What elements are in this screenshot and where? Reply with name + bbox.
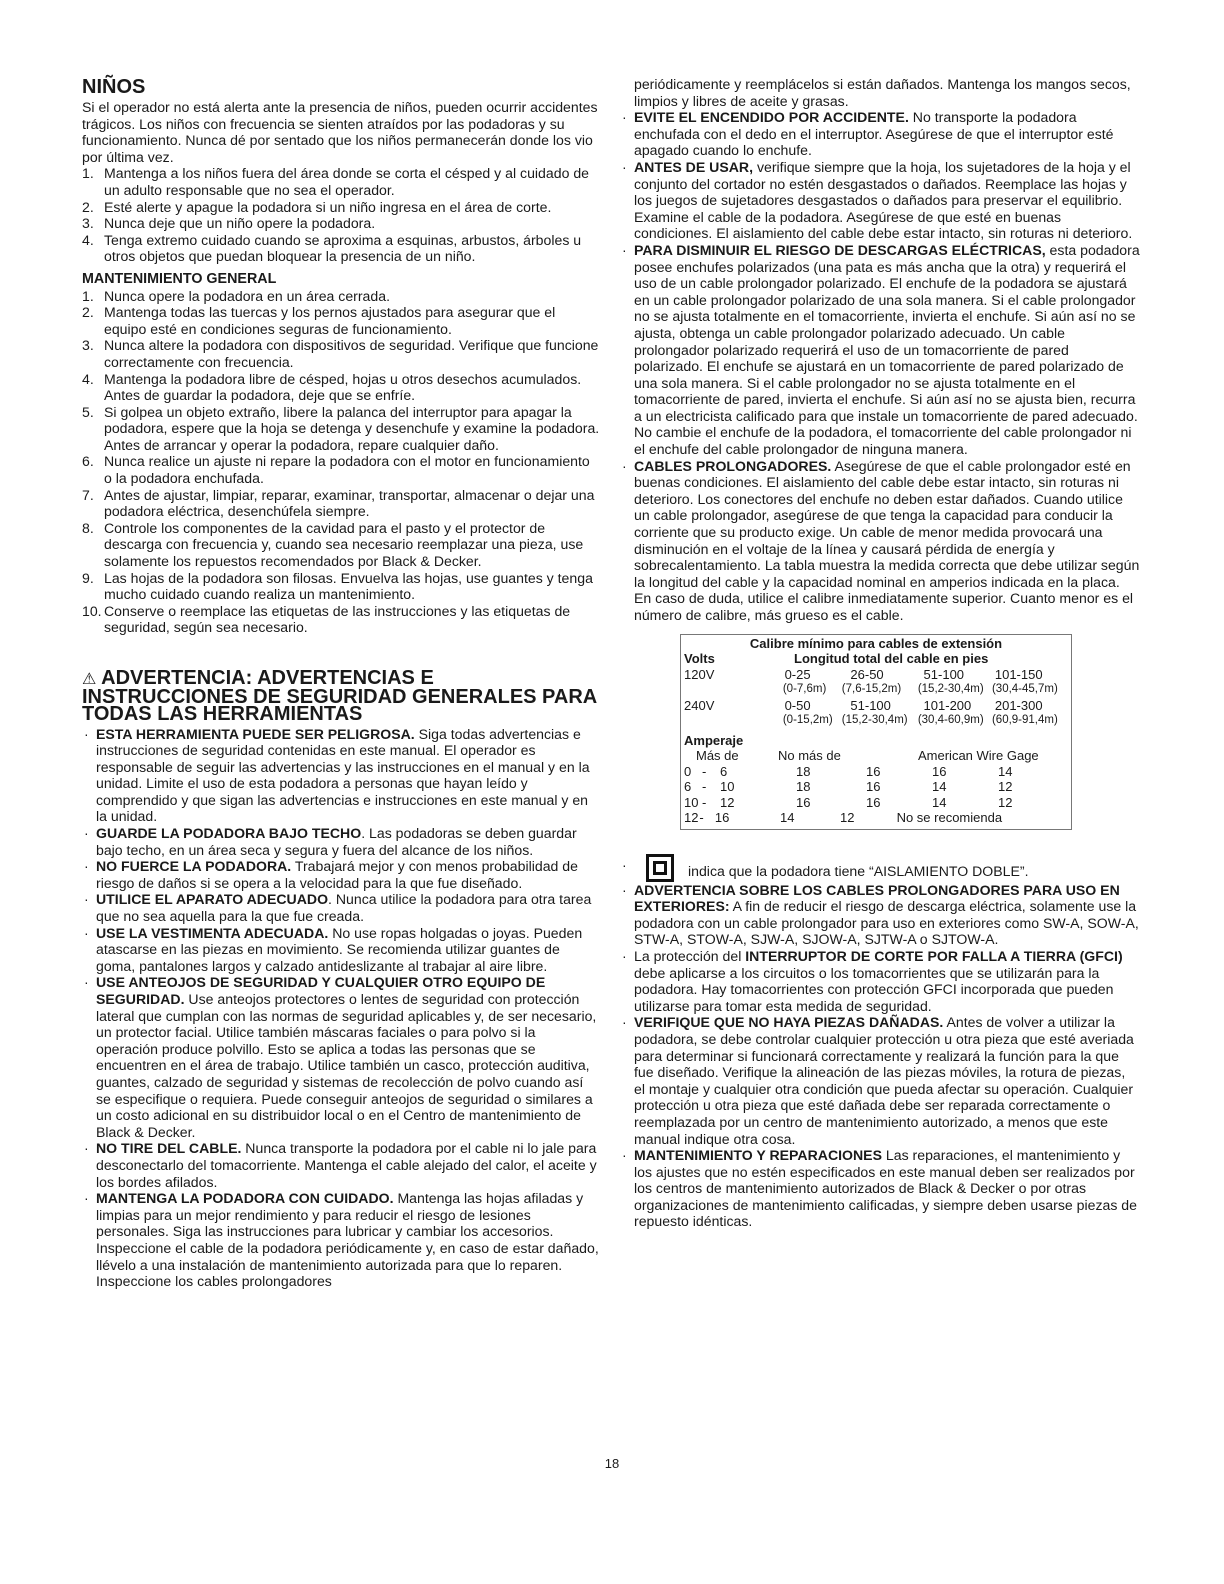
- right-text: esta podadora posee enchufes polarizados (una pata es más ancha que la otra) y requerirá el uso de un cable prolongador polarizado. El enchufe de la podadora se ajustará en un cable prolongador polarizado de una sola manera. Si el cable prolongador no se ajusta totalmente en el tomacorriente, invierta el enchufe. Si aún así no se ajusta, obtenga un cable prolongador polarizado adecuado. Un cable prolongador polarizado requerirá el uso de un tomacorriente de pared polarizado. El enchufe se ajustará en un tomacorriente de pared polarizado de una sola manera. Si el cable prolongador no se ajusta totalmente en el tomacorriente de pared, invierta el enchufe. Si aún así no se ajusta bien, recurra a un electricista calificado para que instale un tomacorriente de pared adecuado. No cambie el enchufe de la podadora, el tomacorriente del cable prolongador ni el enchufe del cable prolongador de ninguna manera.: [634, 241, 1140, 458]
- volts-row: [684, 667, 1068, 683]
- warning-bold-lead: MANTENGA LA PODADORA CON CUIDADO.: [96, 1190, 394, 1207]
- ninos-item: [82, 199, 600, 216]
- right-bold-lead: EVITE EL ENCENDIDO POR ACCIDENTE.: [634, 109, 909, 126]
- double-insulation-icon: [646, 854, 674, 882]
- gauge-value: 16: [866, 794, 881, 810]
- warning-text: . Nunca utilice la podadora para otra tarea que no sea aquella para la que fue creada.: [96, 891, 592, 925]
- bullet: ·: [84, 974, 89, 991]
- bullet: ·: [84, 825, 89, 842]
- ninos-number: 4.: [82, 231, 94, 248]
- mant-item: [82, 520, 600, 570]
- gauge-value: No se recomienda: [896, 810, 1003, 826]
- mant-item: [82, 603, 600, 636]
- right-item: [620, 159, 1140, 242]
- ninos-item: [82, 165, 600, 198]
- right-item: [620, 242, 1140, 458]
- amp-dash: -: [702, 763, 707, 779]
- amp-dash: -: [702, 794, 707, 810]
- mant-text: Las hojas de la podadora son filosas. Envuelva las hojas, use guantes y tenga mucho cuidado cuando realiza un mantenimiento.: [104, 569, 593, 603]
- right2-bold-lead: INTERRUPTOR DE CORTE POR FALLA A TIERRA (GFCI): [745, 947, 1123, 964]
- bullet: ·: [622, 109, 627, 126]
- right-bold-lead: PARA DISMINUIR EL RIESGO DE DESCARGAS ELÉCTRICAS,: [634, 241, 1046, 258]
- ninos-item: [82, 232, 600, 265]
- warning-triangle-icon: ⚠: [82, 671, 97, 688]
- mant-text: Mantenga todas las tuercas y los pernos ajustados para asegurar que el equipo esté en condiciones seguras de funcionamiento.: [104, 304, 556, 337]
- amp-to: 10: [720, 779, 735, 795]
- right-column: [620, 76, 1140, 1230]
- amp-row: [684, 779, 1068, 795]
- mant-text: Antes de ajustar, limpiar, reparar, examinar, transportar, almacenar o dejar una podadora eléctrica, desenchúfela siempre.: [104, 486, 595, 520]
- warning-item: [82, 925, 600, 975]
- mant-item: [82, 371, 600, 404]
- mant-item: [82, 288, 600, 305]
- warning-text: Trabajará mejor y con menos probabilidad de riesgo de daños si se opera a la velocidad para la que fue diseñado.: [96, 858, 578, 891]
- mant-item: [82, 453, 600, 486]
- gauge-value: 12: [998, 779, 1013, 795]
- right-text: Asegúrese de que el cable prolongador esté en buenas condiciones. El aislamiento del cable debe estar intacto, sin roturas ni deterioro. Los conectores del enchufe no deben estar dañados. Cuando utilice un cable prolongador, asegúrese de que tenga la capacidad para conducir la corriente que su producto exige. Un cable de menor medida provocará una disminución en el voltaje de la línea y causará pérdida de energía y sobrecalentamiento. La tabla muestra la medida correcta que debe utilizar según la longitud del cable y la capacidad nominal en amperios indicada en la placa. En caso de duda, utilice el calibre inmediatamente superior. Cuanto menor es el número de calibre, más grueso es el cable.: [634, 457, 1140, 623]
- warning-item: [82, 858, 600, 891]
- volts-row-meters: [684, 713, 1068, 729]
- ninos-number: 1.: [82, 165, 94, 182]
- length-ft: 0-25: [784, 666, 811, 682]
- warning-title: ADVERTENCIA: ADVERTENCIAS E INSTRUCCIONES DE SEGURIDAD GENERALES PARA TODAS LAS HERRAMIENTAS: [82, 667, 597, 725]
- volts-row: [684, 698, 1068, 714]
- ninos-heading: NIÑOS: [82, 76, 146, 98]
- length-ft: 101-200: [923, 697, 972, 713]
- volts-value: 120V: [684, 666, 715, 682]
- right-bold-lead: ANTES DE USAR,: [634, 158, 754, 175]
- amp-rows: [684, 764, 1068, 826]
- gauge-value: 16: [796, 794, 811, 810]
- mant-text: Nunca realice un ajuste ni repare la podadora con el motor en funcionamiento o la podadora enchufada.: [104, 453, 590, 487]
- length-m: (15,2-30,4m): [917, 683, 984, 696]
- ninos-item: [82, 215, 600, 232]
- mant-number: 1.: [82, 287, 94, 304]
- warning-text: Nunca transporte la podadora por el cable ni lo jale para desconectarlo del tomacorriente. Mantenga el cable alejado del calor, el aceite y los bordes afilados.: [96, 1140, 597, 1190]
- mant-number: 5.: [82, 403, 94, 420]
- right2-item: [620, 1014, 1140, 1147]
- warning-bold-lead: NO FUERCE LA PODADORA.: [96, 858, 292, 875]
- right-list-2: [620, 882, 1140, 1230]
- mant-text: Controle los componentes de la cavidad para el pasto y el protector de descarga con frecuencia y, cuando sea necesario reemplazar una pieza, use solamente los repuestos recomendados por Black & Decker.: [104, 519, 584, 570]
- volts-value: 240V: [684, 697, 715, 713]
- mant-number: 6.: [82, 453, 94, 470]
- spacer: [684, 682, 783, 698]
- double-insulation-note: · indica que la podadora tiene “AISLAMIENTO DOBLE”.: [620, 854, 1140, 882]
- bullet: ·: [622, 241, 627, 258]
- length-m: (30,4-60,9m): [917, 714, 984, 727]
- amp-to: 12: [720, 794, 735, 810]
- continued-text: periódicamente y reemplácelos si están dañados. Mantenga los mangos secos, limpios y libres de aceite y grasas.: [634, 76, 1131, 109]
- right-bold-lead: CABLES PROLONGADORES.: [634, 457, 832, 474]
- warning-bold-lead: NO TIRE DEL CABLE.: [96, 1140, 242, 1157]
- volts-rows: [684, 667, 1068, 729]
- bullet: ·: [622, 158, 627, 175]
- bullet: ·: [84, 924, 89, 941]
- warning-bold-lead: ESTA HERRAMIENTA PUEDE SER PELIGROSA.: [96, 725, 415, 742]
- bullet: ·: [622, 947, 627, 964]
- mant-text: Nunca altere la podadora con dispositivos de seguridad. Verifique que funcione correctamente con frecuencia.: [104, 337, 599, 370]
- length-ft: 26-50: [850, 666, 884, 682]
- length-m: (0-15,2m): [782, 714, 833, 727]
- gauge-value: 14: [932, 779, 947, 795]
- length-label: Longitud total del cable en pies: [794, 651, 989, 667]
- mant-text: Nunca opere la podadora en un área cerrada.: [104, 287, 390, 304]
- length-ft: 51-100: [850, 697, 891, 713]
- warning-item: [82, 891, 600, 924]
- warning-heading: [82, 667, 600, 725]
- amp-row: [684, 795, 1068, 811]
- warning-bold-lead: USE LA VESTIMENTA ADECUADA.: [96, 924, 329, 941]
- warning-item: [82, 974, 600, 1140]
- cable-gauge-table: [680, 634, 1072, 830]
- length-ft: 0-50: [784, 697, 811, 713]
- bullet: ·: [622, 457, 627, 474]
- amp-from: 10: [684, 794, 699, 810]
- right2-item: [620, 1147, 1140, 1230]
- mantenimiento-list: [82, 288, 600, 636]
- amp-row: [684, 810, 1068, 826]
- right2-text: debe aplicarse a los circuitos o los tomacorrientes que se utilizarán para la podadora. Hay tomacorrientes con protección GFCI incorporada que pueden utilizarse para tomar esta medida de seguridad.: [634, 964, 1114, 1014]
- warning-text: Mantenga las hojas afiladas y limpias para un mejor rendimiento y para reducir el riesgo de lesiones personales. Siga las instrucciones para lubricar y cambiar los accesorios. Inspeccione el cable de la podadora periódicamente y, en caso de estar dañado, llévelo a una instalación de mantenimiento autorizada para que lo reparen. Inspeccione los cables prolongadores: [96, 1190, 599, 1290]
- mant-number: 10.: [82, 602, 102, 619]
- gauge-value: 18: [796, 763, 811, 779]
- volts-row-meters: [684, 682, 1068, 698]
- ninos-text: Esté alerte y apague la podadora si un niño ingresa en el área de corte.: [104, 198, 552, 215]
- warning-text: Siga todas advertencias e instrucciones de seguridad contenidas en este manual. El operador es responsable de seguir las advertencias y las instrucciones en el manual y en la unidad. Limite el uso de esta podadora a personas que hayan leído y comprendido y que sigan las advertencias e instrucciones en este manual y en la unidad.: [96, 725, 590, 825]
- right2-text: Las reparaciones, el mantenimiento y los ajustes que no estén especificados en este manual deben ser realizados por los centros de mantenimiento autorizados de Black & Decker o por otras organizaciones de mantenimiento calificadas, y siempre deben usarse piezas de repuesto idénticas.: [634, 1147, 1137, 1230]
- amp-dash: -: [699, 810, 704, 826]
- right-item: [620, 109, 1140, 159]
- spacer: [684, 713, 783, 729]
- mant-number: 9.: [82, 569, 94, 586]
- right2-text: A fin de reducir el riesgo de descarga eléctrica, solamente use la podadora con un cable prolongador para uso en exteriores como SW-A, SOW-A, STW-A, STOW-A, SJW-A, SJOW-A, SJTW-A o SJTOW-A.: [634, 898, 1139, 948]
- amp-label: Amperaje: [684, 732, 744, 748]
- no-mas-de-label: No más de: [778, 748, 841, 764]
- mant-item: [82, 337, 600, 370]
- awg-label: American Wire Gage: [918, 748, 1039, 764]
- gauge-value: 12: [998, 794, 1013, 810]
- length-m: (30,4-45,7m): [991, 683, 1058, 696]
- mant-number: 4.: [82, 370, 94, 387]
- warning-item: [82, 726, 600, 826]
- double-insulation-text: indica que la podadora tiene “AISLAMIENTO DOBLE”.: [688, 862, 1029, 879]
- gauge-value: 16: [866, 763, 881, 779]
- gauge-value: 14: [998, 763, 1013, 779]
- left-column: [82, 76, 600, 1290]
- bullet: ·: [84, 1140, 89, 1157]
- warning-text: . Las podadoras se deben guardar bajo techo, en un área seca y segura y fuera del alcance de los niños.: [96, 825, 577, 858]
- gauge-value: 12: [839, 810, 855, 826]
- bullet: ·: [84, 891, 89, 908]
- right2-pretext: La protección del: [634, 947, 746, 964]
- length-m: (0-7,6m): [782, 683, 827, 696]
- ninos-intro: Si el operador no está alerta ante la presencia de niños, pueden ocurrir accidentes trágicos. Los niños con frecuencia se sienten atraídos por las podadoras y su funcionamiento. Nunca dé por sentado que los niños permanecerán donde los vio por última vez.: [82, 99, 598, 165]
- warning-item: [82, 1140, 600, 1190]
- warning-bold-lead: USE ANTEOJOS DE SEGURIDAD Y CUALQUIER OTRO EQUIPO DE SEGURIDAD.: [96, 974, 546, 1007]
- right2-bold-lead: ADVERTENCIA SOBRE LOS CABLES PROLONGADORES PARA USO EN EXTERIORES:: [634, 881, 1120, 915]
- amp-to: 6: [720, 763, 728, 779]
- table-title: Calibre mínimo para cables de extensión: [749, 635, 1003, 651]
- gauge-value: 14: [779, 810, 795, 826]
- warning-bold-lead: UTILICE EL APARATO ADECUADO: [96, 891, 329, 908]
- gauge-value: 16: [932, 763, 947, 779]
- mant-item: [82, 570, 600, 603]
- bullet: ·: [84, 858, 89, 875]
- right-text: No transporte la podadora enchufada con el dedo en el interruptor. Asegúrese de que el interruptor esté apagado cuando lo enchufe.: [634, 109, 1114, 159]
- warning-bold-lead: GUARDE LA PODADORA BAJO TECHO: [96, 825, 362, 842]
- amp-to: 16: [714, 810, 730, 826]
- bullet: ·: [84, 1190, 89, 1207]
- mant-text: Mantenga la podadora libre de césped, hojas u otros desechos acumulados. Antes de guardar la podadora, deje que se enfríe.: [104, 370, 582, 404]
- ninos-list: [82, 165, 600, 265]
- mant-item: [82, 487, 600, 520]
- bullet: ·: [84, 725, 89, 742]
- mant-number: 7.: [82, 486, 94, 503]
- amp-from: 0: [684, 763, 692, 779]
- mant-text: Si golpea un objeto extraño, libere la palanca del interruptor para apagar la podadora, espere que la hoja se detenga y desenchufe y examine la podadora. Antes de arrancar y operar la podadora, repare cualquier daño.: [104, 403, 600, 453]
- length-ft: 101-150: [994, 666, 1043, 682]
- length-ft: 201-300: [994, 697, 1043, 713]
- mas-de-label: Más de: [696, 748, 739, 764]
- warning-item: [82, 1190, 600, 1290]
- amp-from: 6: [684, 779, 692, 795]
- mant-number: 3.: [82, 337, 94, 354]
- length-ft: 51-100: [923, 666, 965, 682]
- warning-item: [82, 825, 600, 858]
- length-m: (7,6-15,2m): [841, 683, 902, 696]
- length-m: (15,2-30,4m): [841, 714, 908, 727]
- right-item: [620, 458, 1140, 624]
- ninos-number: 3.: [82, 215, 94, 232]
- length-m: (60,9-91,4m): [991, 714, 1058, 727]
- right2-text: Antes de volver a utilizar la podadora, se debe controlar cualquier protección u otra pieza que esté averiada para determinar si funcionará correctamente y realizará la función para la que fue diseñado. Verifique la alineación de las piezas móviles, la rotura de piezas, el montaje y cualquier otra condición que pueda afectar su operación. Cualquier protección u otra pieza que esté dañada debe ser reparada correctamente o reemplazada por un centro de mantenimiento autorizado, a menos que este manual indique otra cosa.: [634, 1014, 1134, 1147]
- mant-item: [82, 404, 600, 454]
- mant-text: Conserve o reemplace las etiquetas de las instrucciones y las etiquetas de seguridad, según sea necesario.: [104, 602, 571, 636]
- warning-text: Use anteojos protectores o lentes de seguridad con protección lateral que cumplan con las normas de seguridad aplicables y, de ser necesario, un protector facial. Utilice también máscaras faciales o para polvo si la operación produce polvillo. Esto se aplica a todas las personas que se encuentren en el área de trabajo. Utilice también un casco, protección auditiva, guantes, calzado de seguridad y sistemas de recolección de polvo cuando así se especifique o requiera. Puede conseguir anteojos de seguridad o similares a un costo adicional en su distribuidor local o en el Centro de mantenimiento de Black & Decker.: [96, 991, 597, 1140]
- gauge-value: 14: [932, 794, 947, 810]
- bullet: ·: [622, 881, 627, 898]
- right2-bold-lead: MANTENIMIENTO Y REPARACIONES: [634, 1147, 882, 1164]
- warning-text: No use ropas holgadas o joyas. Pueden atascarse en las piezas en movimiento. Se recomienda utilizar guantes de goma, pantalones largos y calzado antideslizante al trabajar al aire libre.: [96, 924, 583, 974]
- right-list: [620, 109, 1140, 623]
- mant-number: 2.: [82, 304, 94, 321]
- mantenimiento-heading: MANTENIMIENTO GENERAL: [82, 270, 277, 287]
- bullet: ·: [622, 1147, 627, 1164]
- bullet: ·: [622, 1014, 627, 1031]
- mant-number: 8.: [82, 519, 94, 536]
- ninos-text: Mantenga a los niños fuera del área donde se corta el césped y al cuidado de un adulto responsable que no sea el operador.: [104, 165, 589, 198]
- gauge-value: 16: [866, 779, 881, 795]
- ninos-text: Nunca deje que un niño opere la podadora.: [104, 215, 376, 232]
- warning-list: [82, 726, 600, 1290]
- right2-item: [620, 882, 1140, 948]
- right2-bold-lead: VERIFIQUE QUE NO HAYA PIEZAS DAÑADAS.: [634, 1014, 944, 1031]
- mant-item: [82, 304, 600, 337]
- ninos-number: 2.: [82, 198, 94, 215]
- right2-item: [620, 948, 1140, 1014]
- right-text: verifique siempre que la hoja, los sujetadores de la hoja y el conjunto del cortador no estén desgastados o dañados. Reemplace las hojas y los juegos de sujetadores desgastados o dañados para preservar el equilibrio. Examine el cable de la podadora. Asegúrese de que esté en buenas condiciones. El aislamiento del cable debe estar intacto, sin roturas ni deterioro.: [634, 158, 1133, 242]
- gauge-value: [1017, 810, 1068, 826]
- volts-label: Volts: [684, 651, 715, 667]
- amp-from: 12: [684, 810, 699, 826]
- ninos-text: Tenga extremo cuidado cuando se aproxima a esquinas, arbustos, árboles u otros objetos que puedan bloquear la presencia de un niño.: [104, 231, 582, 265]
- amp-dash: -: [702, 779, 707, 795]
- page-number: 18: [604, 1456, 620, 1471]
- amp-row: [684, 764, 1068, 780]
- gauge-value: 18: [796, 779, 811, 795]
